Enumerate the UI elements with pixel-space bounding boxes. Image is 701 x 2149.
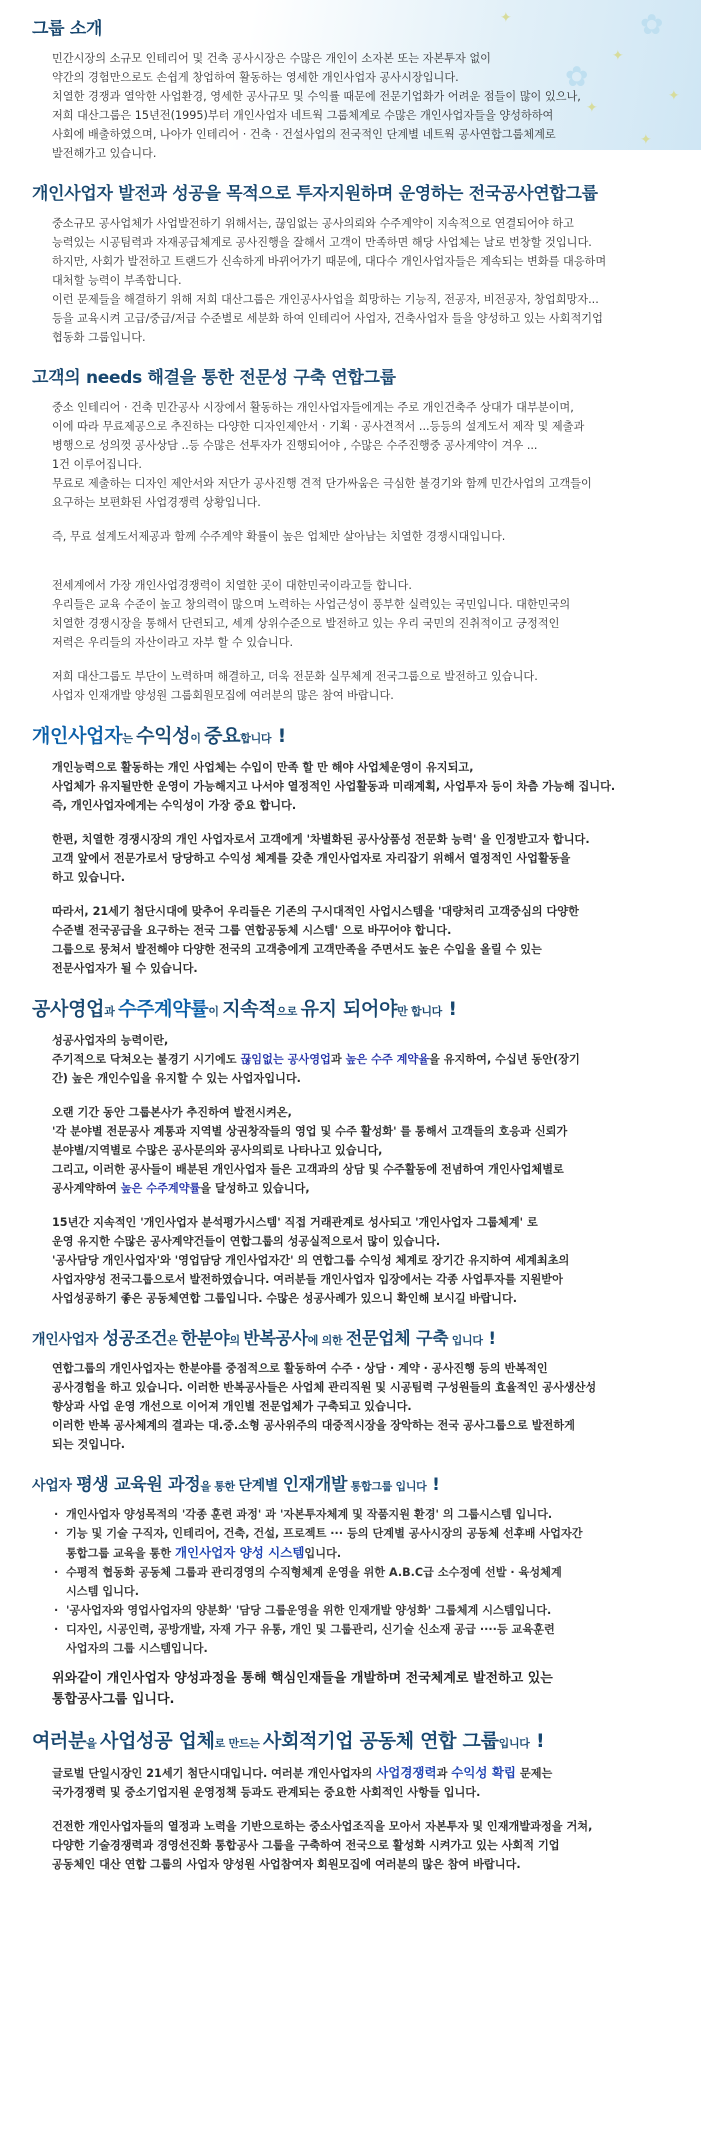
- paragraph-line: 운영 유지한 수많은 공사계약건들이 연합그룹의 성공실적으로서 많이 있습니다.: [52, 1235, 441, 1248]
- paragraph-line: 한편, 치열한 경쟁시장의 개인 사업자로서 고객에게 '차별화된 공사상품성 전문화 능력' 을 인정받고자 합니다.: [52, 833, 590, 846]
- section-title: [32, 1726, 679, 1753]
- title-part: 여러분: [32, 1730, 87, 1752]
- paragraph-line: 수준별 전국공급을 요구하는 전국 그룹 연합공동체 시스템' 으로 바꾸어야 합니다.: [52, 924, 452, 937]
- paragraph-line: 이러한 반복 공사체계의 결과는 대.중.소형 공사위주의 대중적시장을 장악하는 전국 공사그룹으로 발전하게: [52, 1419, 575, 1432]
- paragraph-line: 분야별/지역별로 수많은 공사문의와 공사의뢰로 나타나고 있습니다,: [52, 1144, 383, 1157]
- paragraph-line: 고객 앞에서 전문가로서 당당하고 수익성 체계를 갖춘 개인사업자로 자리잡기 위해서 열정적인 사업활동을: [52, 852, 571, 865]
- paragraph-line: 저희 대산그룹도 부단이 노력하며 해결하고, 더욱 전문화 실무체계 전국그룹으로 발전하고 있습니다.: [52, 670, 538, 683]
- paragraph-line: 이에 따라 무료제공으로 추진하는 다양한 디자인제안서 · 기획 · 공사견적서 ...등등의 설계도서 제작 및 제출과: [52, 420, 585, 433]
- paragraph-line: '공사담당 개인사업자'와 '영업담당 개인사업자간' 의 연합그룹 수익성 체계로 장기간 유지하여 세계최초의: [52, 1254, 570, 1267]
- paragraph-line: 저력은 우리들의 자산이라고 자부 할 수 있습니다.: [52, 636, 294, 649]
- text-run: 을 달성하고 있습니다,: [200, 1182, 310, 1195]
- title-part: 사업자: [32, 1478, 77, 1494]
- title-part: 이: [208, 1005, 223, 1018]
- title-part: 입니다: [448, 1334, 483, 1347]
- paragraph-line: 통합공사그룹 입니다.: [52, 1692, 175, 1707]
- paragraph-line: 우리들은 교육 수준이 높고 창의력이 많으며 노력하는 사업근성이 풍부한 실력있는 국민입니다. 대한민국의: [52, 598, 571, 611]
- title-part: 반복공사: [243, 1329, 308, 1349]
- text-run: 주기적으로 닥쳐오는 불경기 시기에도: [52, 1053, 241, 1066]
- sparkle-decoration: ✦: [668, 88, 680, 104]
- text-run: 시스템 입니다.: [66, 1585, 139, 1598]
- title-part: 수익성: [136, 725, 191, 747]
- title-part: 성공조건: [102, 1329, 168, 1349]
- paragraph-line: 오랜 기간 동안 그룹본사가 추진하여 발전시켜온,: [52, 1106, 292, 1119]
- list-item: [52, 1524, 679, 1563]
- title-part: !: [482, 1329, 496, 1349]
- section-title: [32, 1470, 679, 1495]
- title-part: 과: [104, 1005, 119, 1018]
- text-run: 공사계약하여: [52, 1182, 121, 1195]
- paragraph-line: 즉, 개인사업자에게는 수익성이 가장 중요 합니다.: [52, 799, 297, 812]
- section-body: [32, 1505, 679, 1710]
- section-national-union: [32, 179, 679, 347]
- paragraph-line: 성공사업자의 능력이란,: [52, 1034, 169, 1047]
- title-part: 한분야: [181, 1329, 230, 1349]
- paragraph-line: 위와같이 개인사업자 양성과정을 통해 핵심인재들을 개발하며 전국체계로 발전하고 있는: [52, 1671, 553, 1686]
- paragraph-line: 약간의 경험만으로도 손쉽게 창업하여 활동하는 영세한 개인사업자 공사시장입니다.: [52, 71, 459, 84]
- paragraph-line: '각 분야별 전문공사 계통과 지역별 상권창작들의 영업 및 수주 활성화' 를 통해서 고객들의 호응과 신뢰가: [52, 1125, 568, 1138]
- paragraph-line: 병행으로 성의껏 공사상담 ..등 수많은 선투자가 진행되어야 , 수많은 수주진행중 공사계약이 겨우 ...: [52, 439, 538, 452]
- title-part: 을: [86, 1737, 101, 1750]
- section-title: 그룹 소개: [32, 19, 103, 39]
- paragraph-line: [52, 1179, 679, 1198]
- section-profitability: [32, 721, 679, 978]
- text-run: 과: [330, 1053, 346, 1066]
- paragraph-line: 공사경험을 하고 있습니다. 이러한 반복공사들은 사업체 관리직원 및 시공팀력 구성원들의 효율적인 공사생산성: [52, 1381, 597, 1394]
- paragraph-line: 공동체인 대산 연합 그룹의 사업자 양성원 사업참여자 회원모집에 여러분의 많은 참여 바랍니다.: [52, 1858, 521, 1871]
- text-run: 글로벌 단일시장인 21세기 첨단시대입니다. 여러분 개인사업자의: [52, 1767, 377, 1780]
- title-part: 이: [190, 732, 205, 745]
- title-part: 평생 교육원 과정: [76, 1475, 201, 1495]
- list-item: · 개인사업자 양성목적의 '각종 훈련 과정' 과 '자본투자체계 및 작품지원 환경' 의 그룹시스템 입니다.: [52, 1505, 679, 1524]
- highlight-text: 수익성 확립: [451, 1765, 517, 1780]
- paragraph-line: 사업성공하기 좋은 공동체연합 그룹입니다. 수많은 성공사례가 있으니 확인해 보시길 바랍니다.: [52, 1292, 518, 1305]
- paragraph-line: 사업자 인재개발 양성원 그룹회원모집에 여러분의 많은 참여 바랍니다.: [52, 689, 394, 702]
- paragraph-line: 되는 것입니다.: [52, 1438, 125, 1451]
- paragraph-line: 하지만, 사회가 발전하고 트랜드가 신속하게 바뀌어가기 때문에, 대다수 개인사업자들은 계속되는 변화를 대응하며: [52, 255, 607, 268]
- title-part: !: [442, 998, 457, 1020]
- title-part: 으로: [276, 1005, 301, 1018]
- paragraph-line: 등을 교육시켜 고급/중급/저급 수준별로 세분화 하여 인테리어 사업자, 건축사업자 들을 양성하고 있는 사회적기업: [52, 312, 603, 325]
- paragraph-line: 다양한 기술경쟁력과 경영선진화 통합공사 그룹을 구축하여 전국으로 활성화 시켜가고 있는 사회적 기업: [52, 1839, 560, 1852]
- paragraph-line: [52, 1763, 679, 1783]
- list-item: [52, 1563, 679, 1601]
- paragraph-line: 사업자양성 전국그룹으로서 발전하였습니다. 여러분들 개인사업자 입장에서는 각종 사업투자를 지원받아: [52, 1273, 563, 1286]
- paragraph-line: 향상과 사업 운영 개선으로 이어져 개인별 전문업체가 구축되고 있습니다.: [52, 1400, 412, 1413]
- highlight-text: 끊임없는 공사영업: [240, 1053, 331, 1066]
- flower-decoration: ✿: [640, 8, 664, 41]
- sparkle-decoration: ✦: [612, 48, 624, 64]
- title-part: 개인사업자: [32, 1332, 103, 1348]
- section-body: [32, 1359, 679, 1454]
- list-item: · '공사업자와 영업사업자의 양분화' '담당 그룹운영을 위한 인재개발 양성화' 그룹체계 시스템입니다.: [52, 1601, 679, 1620]
- paragraph-line: 민간시장의 소규모 인테리어 및 건축 공사시장은 수많은 개인이 소자본 또는 자본투자 없이: [52, 52, 491, 65]
- text-run: 수평적 협동화 공동체 그룹과 관리경영의 수직형체계 운영을 위한 A.B.C급 소수정예 선발 · 육성체계: [66, 1566, 562, 1579]
- sparkle-decoration: ✦: [586, 100, 598, 116]
- paragraph-line: 치열한 경쟁시장을 통해서 단련되고, 세계 상위수준으로 발전하고 있는 우리 국민의 진취적이고 긍정적인: [52, 617, 560, 630]
- title-part: 만 합니다: [397, 1005, 443, 1018]
- section-body: [32, 214, 679, 347]
- text-run: 입니다.: [304, 1547, 342, 1560]
- title-part: 수주계약률: [118, 998, 209, 1020]
- bullet-list: [52, 1505, 679, 1658]
- title-part: 입니다: [498, 1737, 530, 1750]
- sparkle-decoration: ✦: [640, 132, 652, 148]
- paragraph-line: 즉, 무료 설계도서제공과 함께 수주계약 확률이 높은 업체만 살아남는 치열한 경쟁시대입니다.: [52, 530, 506, 543]
- paragraph-line: 중소 인테리어 · 건축 민간공사 시장에서 활동하는 개인사업자들에게는 주로 개인건축주 상대가 대부분이며,: [52, 401, 574, 414]
- list-item: [52, 1620, 679, 1658]
- section-title: [32, 721, 679, 748]
- section-body: [32, 758, 679, 978]
- highlight-text: 높은 수주계약률: [120, 1182, 201, 1195]
- title-part: 유지 되어야: [300, 998, 398, 1020]
- paragraph-line: 발전해가고 있습니다.: [52, 147, 157, 160]
- paragraph-line: 15년간 지속적인 '개인사업자 분석평가시스템' 직접 거래관계로 성사되고 '개인사업자 그룹체계' 로: [52, 1216, 538, 1229]
- paragraph-line: 사업체가 유지될만한 운영이 가능해지고 나서야 열정적인 사업활동과 미래계획, 사업투자 등이 차츰 가능해 집니다.: [52, 780, 616, 793]
- paragraph-line: 하고 있습니다.: [52, 871, 125, 884]
- title-part: 사업성공 업체: [100, 1730, 215, 1752]
- paragraph-line: 저희 대산그룹은 15년전(1995)부터 개인사업자 네트웍 그룹체계로 수많은 개인사업자들을 양성하하여: [52, 109, 554, 122]
- paragraph-line: 개인능력으로 활동하는 개인 사업체는 수입이 만족 할 만 해야 사업체운영이 유지되고,: [52, 761, 474, 774]
- title-part: 인재개발: [282, 1475, 348, 1495]
- sparkle-decoration: ✦: [500, 10, 512, 26]
- highlight-text: 높은 수주 계약율: [345, 1053, 430, 1066]
- title-part: 통합그룹 입니다: [347, 1480, 427, 1493]
- title-part: 전문업체 구축: [345, 1329, 449, 1349]
- text-run: 을 유지하여, 수십년 동안(장기: [429, 1053, 580, 1066]
- title-part: 의: [229, 1334, 244, 1347]
- section-title: [32, 994, 679, 1021]
- section-contract-rate: [32, 994, 679, 1308]
- text-run: 문제는: [516, 1767, 553, 1780]
- section-body: [32, 1031, 679, 1308]
- text-run: 기능 및 기술 구직자, 인테리어, 건축, 건설, 프로젝트 ··· 등의 단계별 공사시장의 공동체 선후배 사업자간: [66, 1527, 583, 1540]
- paragraph-line: 협동화 그룹입니다.: [52, 331, 146, 344]
- paragraph-line: 1건 이루어집니다.: [52, 458, 142, 471]
- title-part: 은: [167, 1334, 182, 1347]
- paragraph-line: 능력있는 시공팀력과 자재공급체계로 공사진행을 잘해서 고객이 만족하면 해당 사업체는 날로 번창할 것입니다.: [52, 236, 592, 249]
- title-part: 을 통한: [200, 1480, 239, 1493]
- section-body: [32, 398, 679, 705]
- title-part: 공사영업: [32, 998, 105, 1020]
- text-run: 과: [436, 1767, 452, 1780]
- text-run: 통합그룹 교육을 통한: [66, 1547, 175, 1560]
- paragraph-line: 국가경쟁력 및 중소기업지원 운영정책 등과도 관계되는 중요한 사회적인 사항들 입니다.: [52, 1786, 481, 1799]
- section-title: 개인사업자 발전과 성공을 목적으로 투자지원하며 운영하는 전국공사연합그룹: [32, 184, 598, 204]
- title-part: 지속적: [222, 998, 277, 1020]
- title-part: 는: [122, 732, 137, 745]
- section-group-intro: [32, 14, 679, 163]
- text-run: 디자인, 시공인력, 공방개발, 자재 가구 유통, 개인 및 그룹관리, 신기술 신소재 공급 ····등 교육훈련: [66, 1623, 555, 1636]
- paragraph-line: 이런 문제들을 해결하기 위해 저희 대산그룹은 개인공사사업을 희망하는 기능직, 전공자, 비전공자, 창업희망자...: [52, 293, 599, 306]
- flower-decoration: ✿: [565, 60, 589, 93]
- title-part: 에 의한: [307, 1334, 346, 1347]
- title-part: !: [426, 1475, 440, 1495]
- highlight-text: 사업경쟁력: [376, 1765, 437, 1780]
- section-education: [32, 1470, 679, 1710]
- paragraph-line: 요구하는 보편화된 사업경쟁력 상황입니다.: [52, 496, 261, 509]
- section-customer-needs: [32, 363, 679, 705]
- title-part: 개인사업자: [32, 725, 123, 747]
- paragraph-line: 건전한 개인사업자들의 열정과 노력을 기반으로하는 중소사업조직을 모아서 자본투자 및 인재개발과정을 거쳐,: [52, 1820, 593, 1833]
- text-run: 사업자의 그룹 시스템입니다.: [66, 1642, 208, 1655]
- paragraph-line: 그룹으로 뭉쳐서 발전해야 다양한 전국의 고객층에게 고객만족을 주면서도 높은 수입을 올릴 수 있는: [52, 943, 542, 956]
- paragraph-line: 따라서, 21세기 첨단시대에 맞추어 우리들은 기존의 구시대적인 사업시스템을 '대량처리 고객중심의 다양한: [52, 905, 579, 918]
- paragraph-line: 무료로 제출하는 디자인 제안서와 저단가 공사진행 견적 단가싸움은 극심한 불경기와 함께 민간사업의 고객들이: [52, 477, 592, 490]
- title-part: 중요: [204, 725, 241, 747]
- paragraph-line: 연합그룹의 개인사업자는 한분야를 중점적으로 활동하여 수주 · 상담 · 계약 · 공사진행 등의 반복적인: [52, 1362, 548, 1375]
- paragraph-line: 중소규모 공사업체가 사업발전하기 위해서는, 끊임없는 공사의뢰와 수주계약이 지속적으로 연결되어야 하고: [52, 217, 574, 230]
- paragraph-line: 사회에 배출하였으며, 나아가 인테리어 · 건축 · 건설사업의 전국적인 단계별 네트웍 공사연합그룹체계로: [52, 128, 556, 141]
- paragraph-line: 전문사업자가 될 수 있습니다.: [52, 962, 198, 975]
- title-part: 사회적기업 공동체 연합 그룹: [263, 1730, 499, 1752]
- section-title: 고객의 needs 해결을 통한 전문성 구축 연합그룹: [32, 368, 396, 388]
- section-body: [32, 49, 679, 163]
- title-part: 합니다: [240, 732, 272, 745]
- paragraph-line: 그리고, 이러한 공사들이 배분된 개인사업자 들은 고객과의 상담 및 수주활동에 전념하여 개인사업체별로: [52, 1163, 564, 1176]
- paragraph-line: [52, 1050, 679, 1069]
- title-part: !: [271, 725, 286, 747]
- section-title: [32, 1324, 679, 1349]
- section-success-condition: [32, 1324, 679, 1454]
- highlight-text: 개인사업자 양성 시스템: [174, 1545, 305, 1560]
- title-part: 로 만드는: [214, 1737, 264, 1750]
- paragraph-line: 간) 높은 개인수입을 유지할 수 있는 사업자입니다.: [52, 1072, 301, 1085]
- closing-statement: [52, 1668, 679, 1710]
- title-part: !: [529, 1730, 545, 1752]
- paragraph-line: 전세계에서 가장 개인사업경쟁력이 치열한 곳이 대한민국이라고들 합니다.: [52, 579, 412, 592]
- paragraph-line: 대처할 능력이 부족합니다.: [52, 274, 182, 287]
- paragraph-line: 치열한 경쟁과 열악한 사업환경, 영세한 공사규모 및 수익률 때문에 전문기업화가 어려운 점들이 많이 있으나,: [52, 90, 581, 103]
- section-body: [32, 1763, 679, 1874]
- title-part: 단계별: [238, 1478, 283, 1494]
- section-social-enterprise: [32, 1726, 679, 1874]
